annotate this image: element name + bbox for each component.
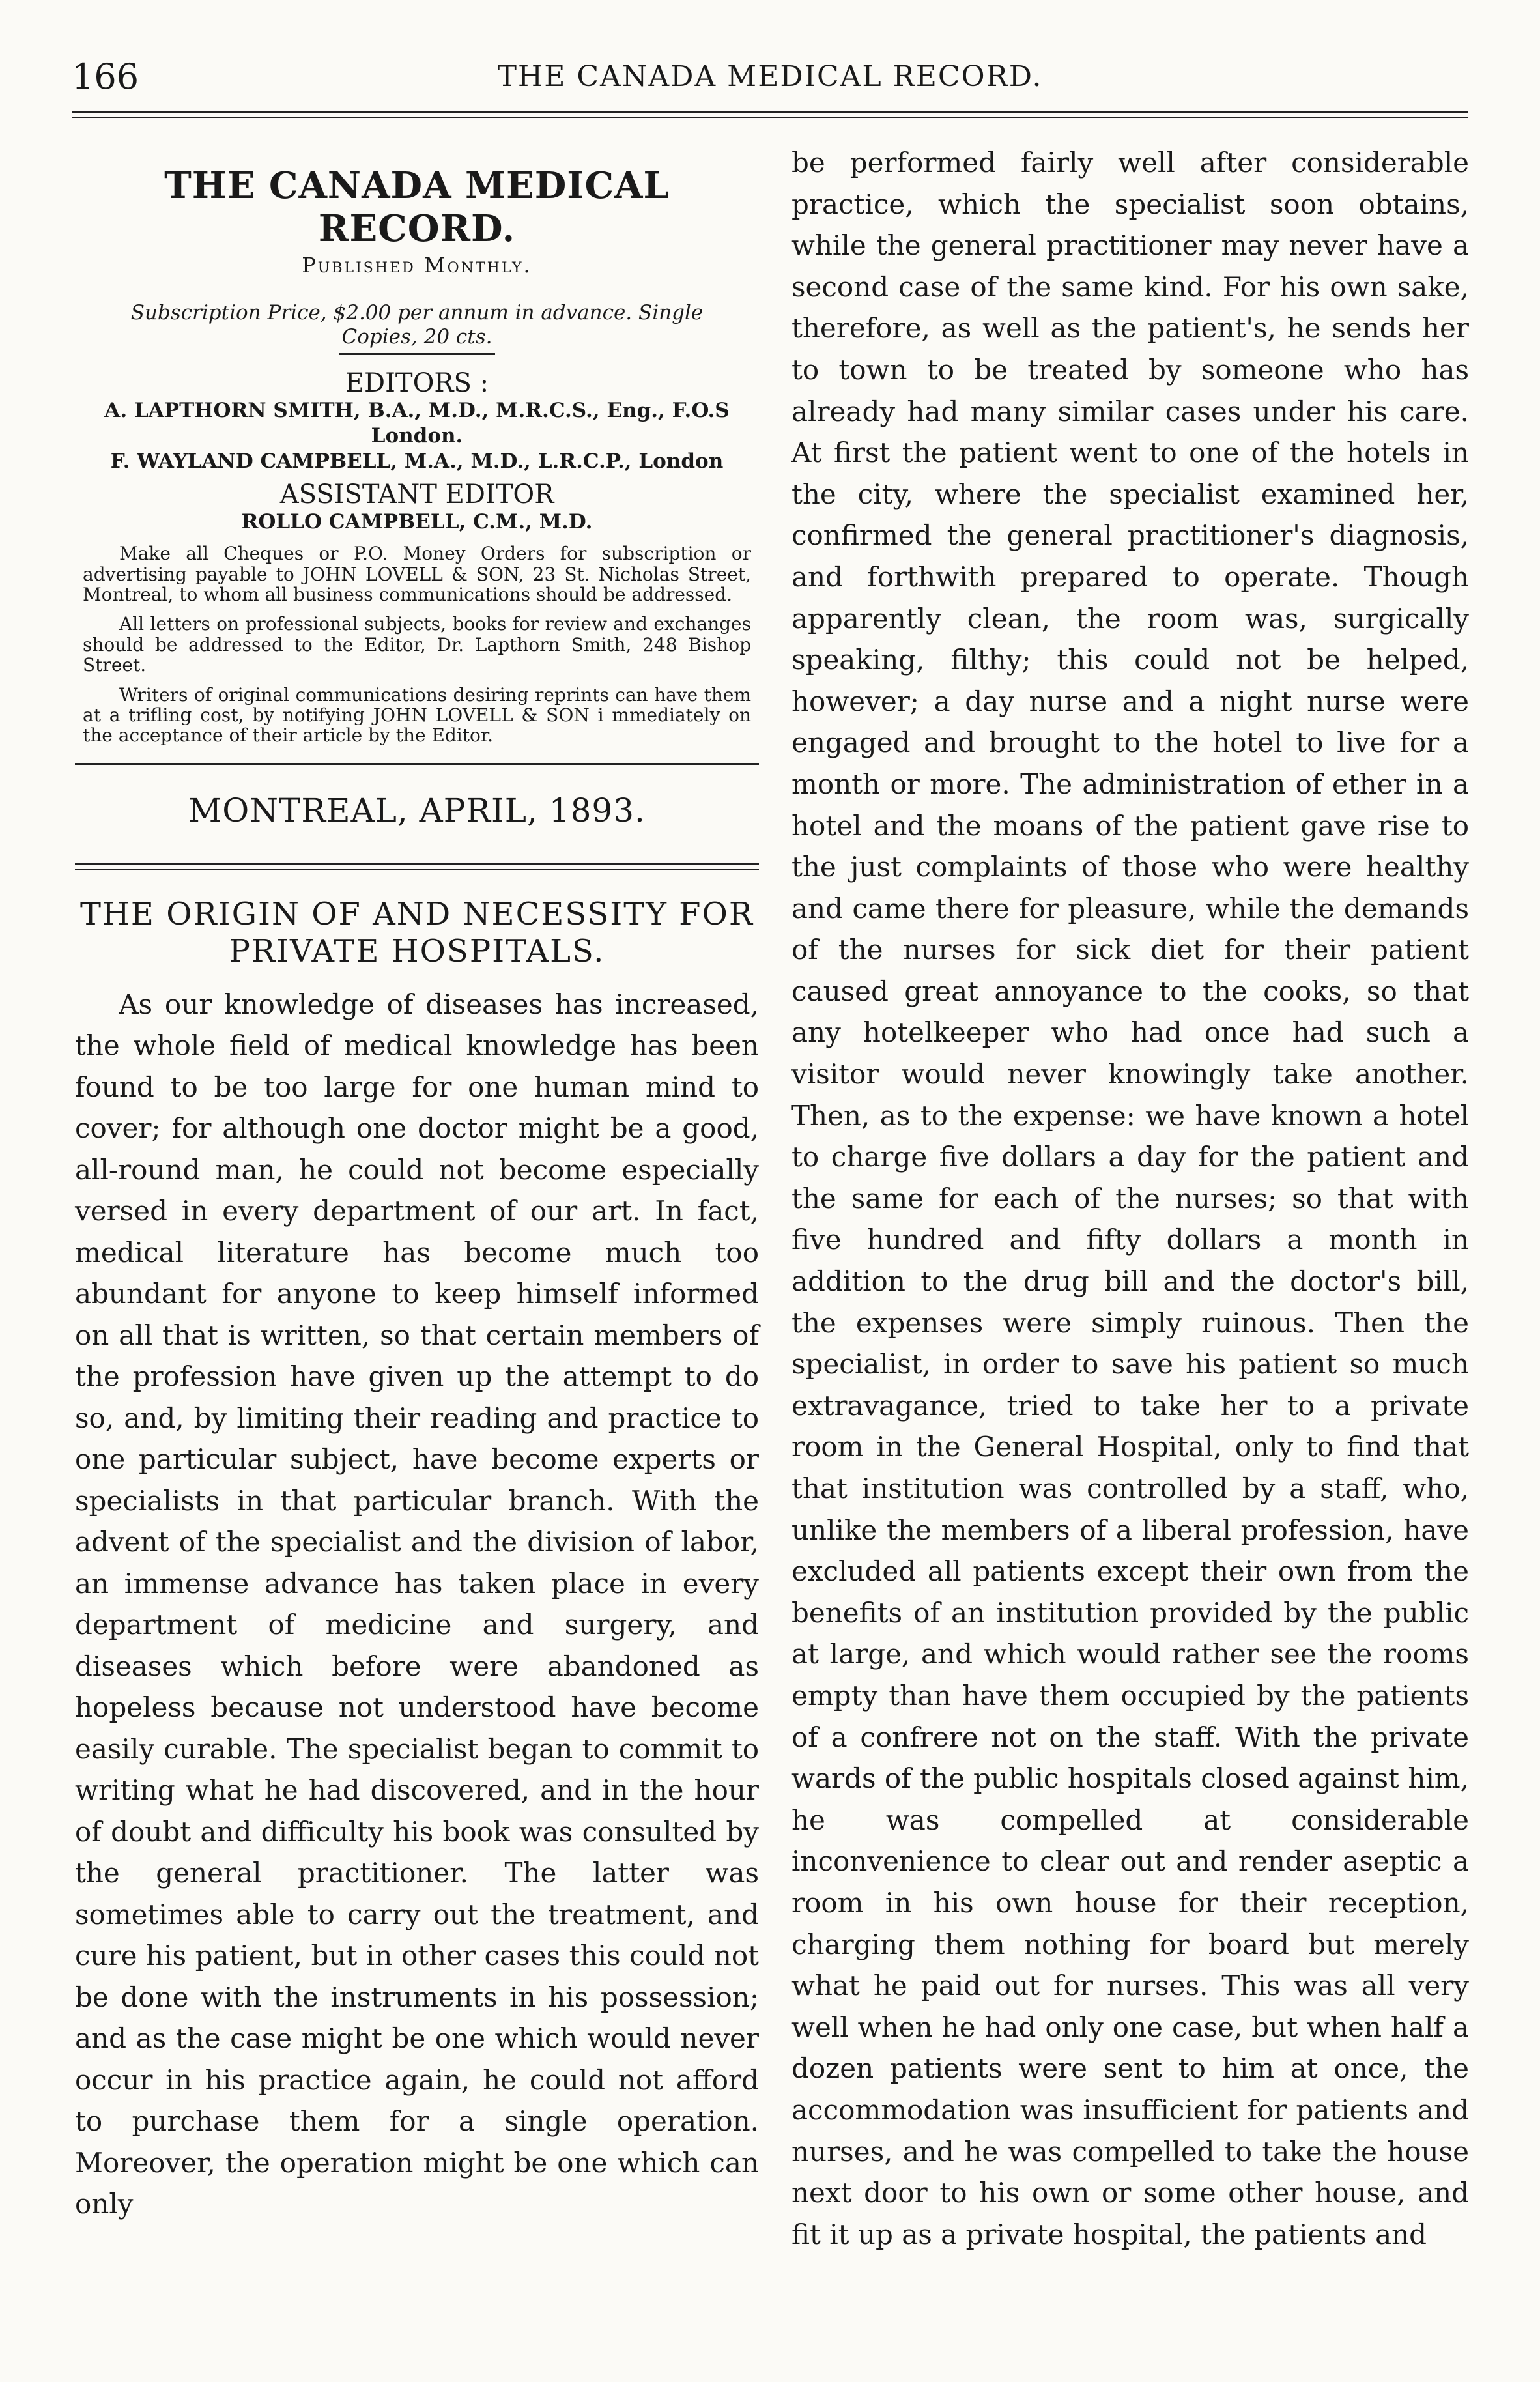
- editors-label: EDITORS :: [345, 368, 489, 399]
- article-rule: [75, 863, 759, 865]
- section-rule: [75, 763, 759, 765]
- notice-reprints: Writers of original communications desiring reprints can have them at a trifling cost, by notifying JOHN LOVELL & SON i mmediately on the acceptance of their article by the Editor.: [83, 683, 751, 747]
- notice-letters: All letters on professional subjects, books for review and exchanges should be addressed to the Editor, Dr. Lapthorn Smith, 248 Bishop Street.: [83, 613, 751, 676]
- header-rule: [72, 111, 1468, 113]
- dateline: MONTREAL, APRIL, 1893.: [188, 791, 646, 829]
- running-journal-title: THE CANADA MEDICAL RECORD.: [497, 60, 1043, 93]
- subscription-price: Subscription Price, $2.00 per annum in advance. Single Copies, 20 cts.: [130, 301, 704, 349]
- masthead-rule: [339, 353, 495, 355]
- article-title: THE ORIGIN OF AND NECESSITY FOR PRIVATE HOSPITALS.: [80, 895, 754, 970]
- right-column: [791, 138, 1469, 2282]
- page-number: 166: [72, 56, 139, 97]
- assistant-editor-label: ASSISTANT EDITOR: [279, 479, 554, 509]
- article-body-right: be performed fairly well after considerable practice, which the specialist soon obtains, while the general practitioner may never have a second case of the same kind. For his own sake, therefore, as well as the patient's, he sends her to town to be treated by someone who has already had many similar cases under his care. At first the patient went to one of the hotels in the city, where the specialist examined her, confirmed the general practitioner's diagnosis, and forthwith prepared to operate. Though apparently clean, the room was, surgically speaking, filthy; this could not be helped, however; a day nurse and a night nurse were engaged and brought to the hotel to live for a month or more. The administration of ether in a hotel and the moans of the patient gave rise to the just complaints of those who were healthy and came there for pleasure, while the demands of the nurses for sick diet for their patient caused great annoyance to the cooks, so that any hotelkeeper who had once had such a visitor would never knowingly take another. Then, as to the expense: we have known a hotel to charge five dollars a day for the patient and the same for each of the nurses; so that with five hundred and fifty dollars a month in addition to the drug bill and the doctor's bill, the expenses were simply ruinous. Then the specialist, in order to save his patient so much extravagance, tried to take her to a private room in the General Hospital, only to find that that institution was controlled by a staff, who, unlike the members of a liberal profession, have excluded all patients except their own from the benefits of an institution provided by the public at large, and which would rather see the rooms empty than have them occupied by the patients of a confrere not on the staff. With the private wards of the public hospitals closed against him, he was compelled at considerable inconvenience to clear out and render aseptic a room in his own house for their reception, charging them nothing for board but merely what he paid out for nurses. This was all very well when he had only one case, but when half a dozen patients were sent to him at once, the accommodation was insufficient for patients and nurses, and he was compelled to take the house next door to his own or some other house, and fit it up as a private hospital, the patients and: [791, 147, 1469, 2250]
- article-body-left: As our knowledge of diseases has increased, the whole field of medical knowledge has been found to be too large for one human mind to cover; for although one doctor might be a good, all-round man, he could not become especially versed in every department of our art. In fact, medical literature has become much too abundant for anyone to keep himself informed on all that is written, so that certain members of the profession have given up the attempt to do so, and, by limiting their reading and practice to one particular subject, have become experts or specialists in that particular branch. With the advent of the specialist and the division of labor, an immense advance has taken place in every department of medicine and surgery, and diseases which before were abandoned as hopeless because not understood have become easily curable. The specialist began to commit to writing what he had discovered, and in the hour of doubt and difficulty his book was consulted by the general practitioner. The latter was sometimes able to carry out the treatment, and cure his patient, but in other cases this could not be done with the instruments in his possession; and as the case might be one which would never occur in his practice again, he could not afford to purchase them for a single operation. Moreover, the operation might be one which can only: [75, 988, 759, 2220]
- masthead-title: THE CANADA MEDICAL RECORD.: [164, 164, 670, 250]
- assistant-editor: ROLLO CAMPBELL, C.M., M.D.: [241, 509, 593, 534]
- left-column: [75, 138, 759, 2252]
- editor-1: A. LAPTHORN SMITH, B.A., M.D., M.R.C.S., Eng., F.O.S London.: [104, 399, 730, 448]
- masthead: [75, 164, 759, 746]
- notice-payment: Make all Cheques or P.O. Money Orders for subscription or advertising payable to JOHN LOVELL & SON, 23 St. Nicholas Street, Montreal, to whom all business communications should be addressed.: [83, 543, 751, 606]
- article-rule-thin: [75, 869, 759, 870]
- header-rule-thin: [72, 117, 1468, 118]
- editor-2: F. WAYLAND CAMPBELL, M.A., M.D., L.R.C.P., London: [110, 449, 724, 473]
- published-monthly: Published Monthly.: [302, 253, 532, 278]
- running-head: [72, 56, 1468, 108]
